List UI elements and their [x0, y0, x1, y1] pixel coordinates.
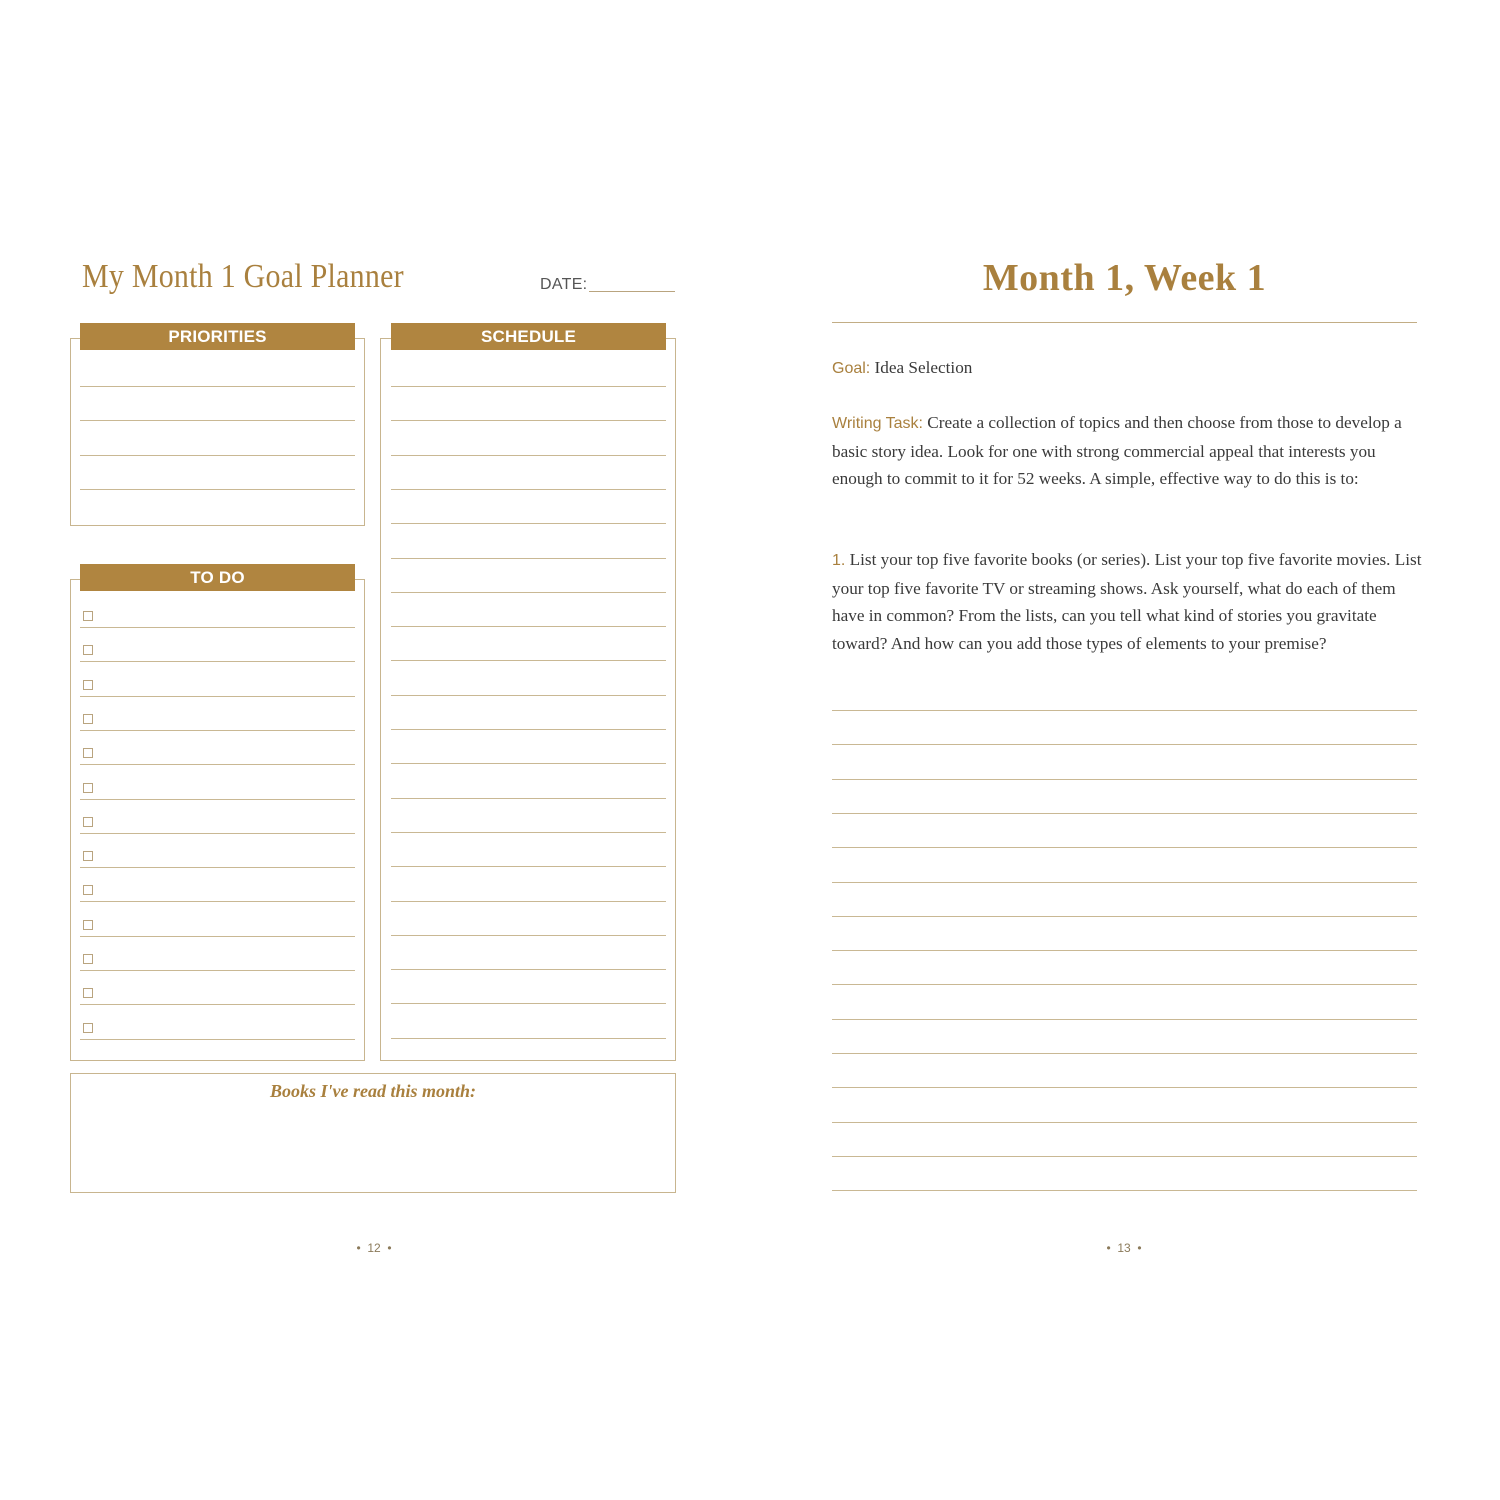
- goal-paragraph: [832, 354, 1422, 383]
- item-paragraph: [832, 546, 1422, 657]
- date-field-line[interactable]: [589, 291, 675, 292]
- writing-line[interactable]: [832, 950, 1417, 951]
- books-label: Books I've read this month:: [269, 1081, 477, 1101]
- todo-checkbox[interactable]: [83, 851, 93, 861]
- todo-checkbox[interactable]: [83, 885, 93, 895]
- planner-title: My Month 1 Goal Planner: [82, 258, 404, 295]
- todo-line[interactable]: [80, 1039, 355, 1040]
- schedule-line[interactable]: [391, 592, 666, 593]
- page-dot: •: [380, 1241, 392, 1255]
- writing-line[interactable]: [832, 1122, 1417, 1123]
- schedule-line[interactable]: [391, 729, 666, 730]
- priority-line[interactable]: [80, 386, 355, 387]
- todo-checkbox[interactable]: [83, 714, 93, 724]
- schedule-line[interactable]: [391, 901, 666, 902]
- goal-text: Idea Selection: [870, 358, 973, 377]
- todo-line[interactable]: [80, 1004, 355, 1005]
- writing-line[interactable]: [832, 916, 1417, 917]
- todo-checkbox[interactable]: [83, 920, 93, 930]
- schedule-line[interactable]: [391, 558, 666, 559]
- schedule-line[interactable]: [391, 660, 666, 661]
- writing-line[interactable]: [832, 882, 1417, 883]
- schedule-box: [380, 338, 676, 1061]
- writing-line[interactable]: [832, 1019, 1417, 1020]
- right-page-number: [1084, 1241, 1164, 1255]
- todo-line[interactable]: [80, 661, 355, 662]
- page-dot: •: [1106, 1241, 1118, 1255]
- left-page-number: [334, 1241, 414, 1255]
- schedule-line[interactable]: [391, 626, 666, 627]
- todo-line[interactable]: [80, 764, 355, 765]
- todo-checkbox[interactable]: [83, 783, 93, 793]
- task-text: Create a collection of topics and then choose from those to develop a basic story idea. Look for one with strong commercial appeal that interests you enough to commit to it for 52 weeks. A simple, effective way to do this is to:: [832, 413, 1402, 488]
- todo-line[interactable]: [80, 627, 355, 628]
- page-dot: •: [1130, 1241, 1142, 1255]
- schedule-line[interactable]: [391, 1038, 666, 1039]
- schedule-line[interactable]: [391, 523, 666, 524]
- todo-line[interactable]: [80, 901, 355, 902]
- writing-line[interactable]: [832, 779, 1417, 780]
- priorities-box: [70, 338, 365, 526]
- todo-checkbox[interactable]: [83, 680, 93, 690]
- todo-checkbox[interactable]: [83, 1023, 93, 1033]
- writing-line[interactable]: [832, 1087, 1417, 1088]
- schedule-line[interactable]: [391, 489, 666, 490]
- schedule-line[interactable]: [391, 420, 666, 421]
- todo-checkbox[interactable]: [83, 988, 93, 998]
- page-dot: •: [356, 1241, 368, 1255]
- task-label: Writing Task:: [832, 415, 923, 432]
- todo-line[interactable]: [80, 696, 355, 697]
- item-number: 1.: [832, 552, 846, 569]
- schedule-line[interactable]: [391, 763, 666, 764]
- schedule-header: SCHEDULE: [391, 323, 666, 350]
- left-page-number-text: 12: [367, 1241, 381, 1255]
- schedule-line[interactable]: [391, 935, 666, 936]
- item-text: List your top five favorite books (or series). List your top five favorite movies. List your top five favorite TV or streaming shows. Ask yourself, what do each of them have in common? From the lists, can you tell what kind of stories you gravitate toward? And how can you add those types of elements to your premise?: [832, 550, 1422, 653]
- todo-checkbox[interactable]: [83, 748, 93, 758]
- schedule-line[interactable]: [391, 695, 666, 696]
- writing-line[interactable]: [832, 1053, 1417, 1054]
- priorities-header: PRIORITIES: [80, 323, 355, 350]
- todo-line[interactable]: [80, 867, 355, 868]
- todo-box: [70, 579, 365, 1061]
- right-page-number-text: 13: [1117, 1241, 1131, 1255]
- writing-line[interactable]: [832, 847, 1417, 848]
- date-label: DATE:: [540, 276, 588, 293]
- goal-label: Goal:: [832, 360, 871, 377]
- writing-line[interactable]: [832, 710, 1417, 711]
- todo-line[interactable]: [80, 970, 355, 971]
- title-rule: [832, 322, 1417, 323]
- schedule-line[interactable]: [391, 866, 666, 867]
- week-title: Month 1, Week 1: [982, 257, 1267, 299]
- priority-line[interactable]: [80, 489, 355, 490]
- todo-checkbox[interactable]: [83, 954, 93, 964]
- schedule-line[interactable]: [391, 386, 666, 387]
- todo-header: TO DO: [80, 564, 355, 591]
- task-paragraph: [832, 409, 1422, 493]
- schedule-line[interactable]: [391, 798, 666, 799]
- todo-line[interactable]: [80, 730, 355, 731]
- schedule-line[interactable]: [391, 455, 666, 456]
- todo-checkbox[interactable]: [83, 817, 93, 827]
- writing-line[interactable]: [832, 744, 1417, 745]
- schedule-line[interactable]: [391, 969, 666, 970]
- writing-line[interactable]: [832, 813, 1417, 814]
- writing-line[interactable]: [832, 1190, 1417, 1191]
- schedule-line[interactable]: [391, 1003, 666, 1004]
- todo-checkbox[interactable]: [83, 645, 93, 655]
- writing-line[interactable]: [832, 984, 1417, 985]
- todo-line[interactable]: [80, 936, 355, 937]
- todo-line[interactable]: [80, 799, 355, 800]
- todo-line[interactable]: [80, 833, 355, 834]
- todo-checkbox[interactable]: [83, 611, 93, 621]
- priority-line[interactable]: [80, 420, 355, 421]
- schedule-line[interactable]: [391, 832, 666, 833]
- writing-line[interactable]: [832, 1156, 1417, 1157]
- priority-line[interactable]: [80, 455, 355, 456]
